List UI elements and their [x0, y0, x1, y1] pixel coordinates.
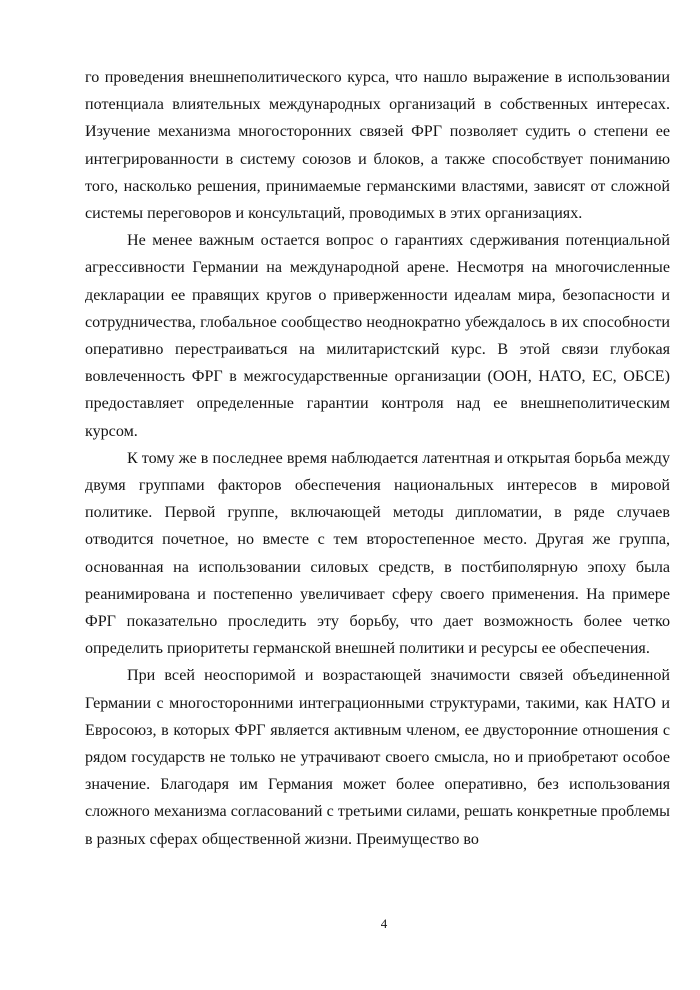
page-number: 4	[380, 916, 388, 931]
paragraph-factors-struggle: К тому же в последнее время наблюдается латентная и открытая борьба между двумя группами факторов обеспечения национальных интересов в мировой политике. Первой группе, включающей методы дипломатии, в ряде случаев отводится почетное, но вместе с тем второстепенное место. Другая же группа, основанная на использовании силовых средств, в постбиполярную эпоху была реанимирована и постепенно увеличивает сферу своего применения. На примере ФРГ показательно проследить эту борьбу, что дает возможность более четко определить приоритеты германской внешней политики и ресурсы ее обеспечения.	[85, 449, 670, 658]
paragraph-deterrence: Не менее важным остается вопрос о гарантиях сдерживания потенциальной агрессивности Германии на международной арене. Несмотря на многочисленные декларации ее правящих кругов о приверженности идеалам мира, безопасности и сотрудничества, глобальное сообщество неоднократно убеждалось в их способности оперативно перестраиваться на милитаристский курс. В этой связи глубокая вовлеченность ФРГ в межгосударственные организации (ООН, НАТО, ЕС, ОБСЕ) предоставляет определенные гарантии контроля над ее внешнеполитическим курсом.	[85, 232, 670, 440]
paragraph-bilateral-relations: При всей неоспоримой и возрастающей значимости связей объединенной Германии с многосторонними интеграционными структурами, такими, как НАТО и Евросоюз, в которых ФРГ является активным членом, ее двусторонние отношения с рядом государств не только не утрачивают своего смысла, но и приобретают особое значение. Благодаря им Германия может более оперативно, без использования сложного механизма согласований с третьими силами, решать конкретные проблемы в разных сферах общественной жизни. Преимущество во	[85, 667, 670, 848]
body-text	[85, 64, 670, 853]
paragraph-continued: го проведения внешнеполитического курса, что нашло выражение в использовании потенциала влиятельных международных организаций в собственных интересах. Изучение механизма многосторонних связей ФРГ позволяет судить о степени ее интегрированности в систему союзов и блоков, а также способствует пониманию того, насколько решения, принимаемые германскими властями, зависят от сложной системы переговоров и консультаций, проводимых в этих организациях.	[85, 69, 670, 223]
